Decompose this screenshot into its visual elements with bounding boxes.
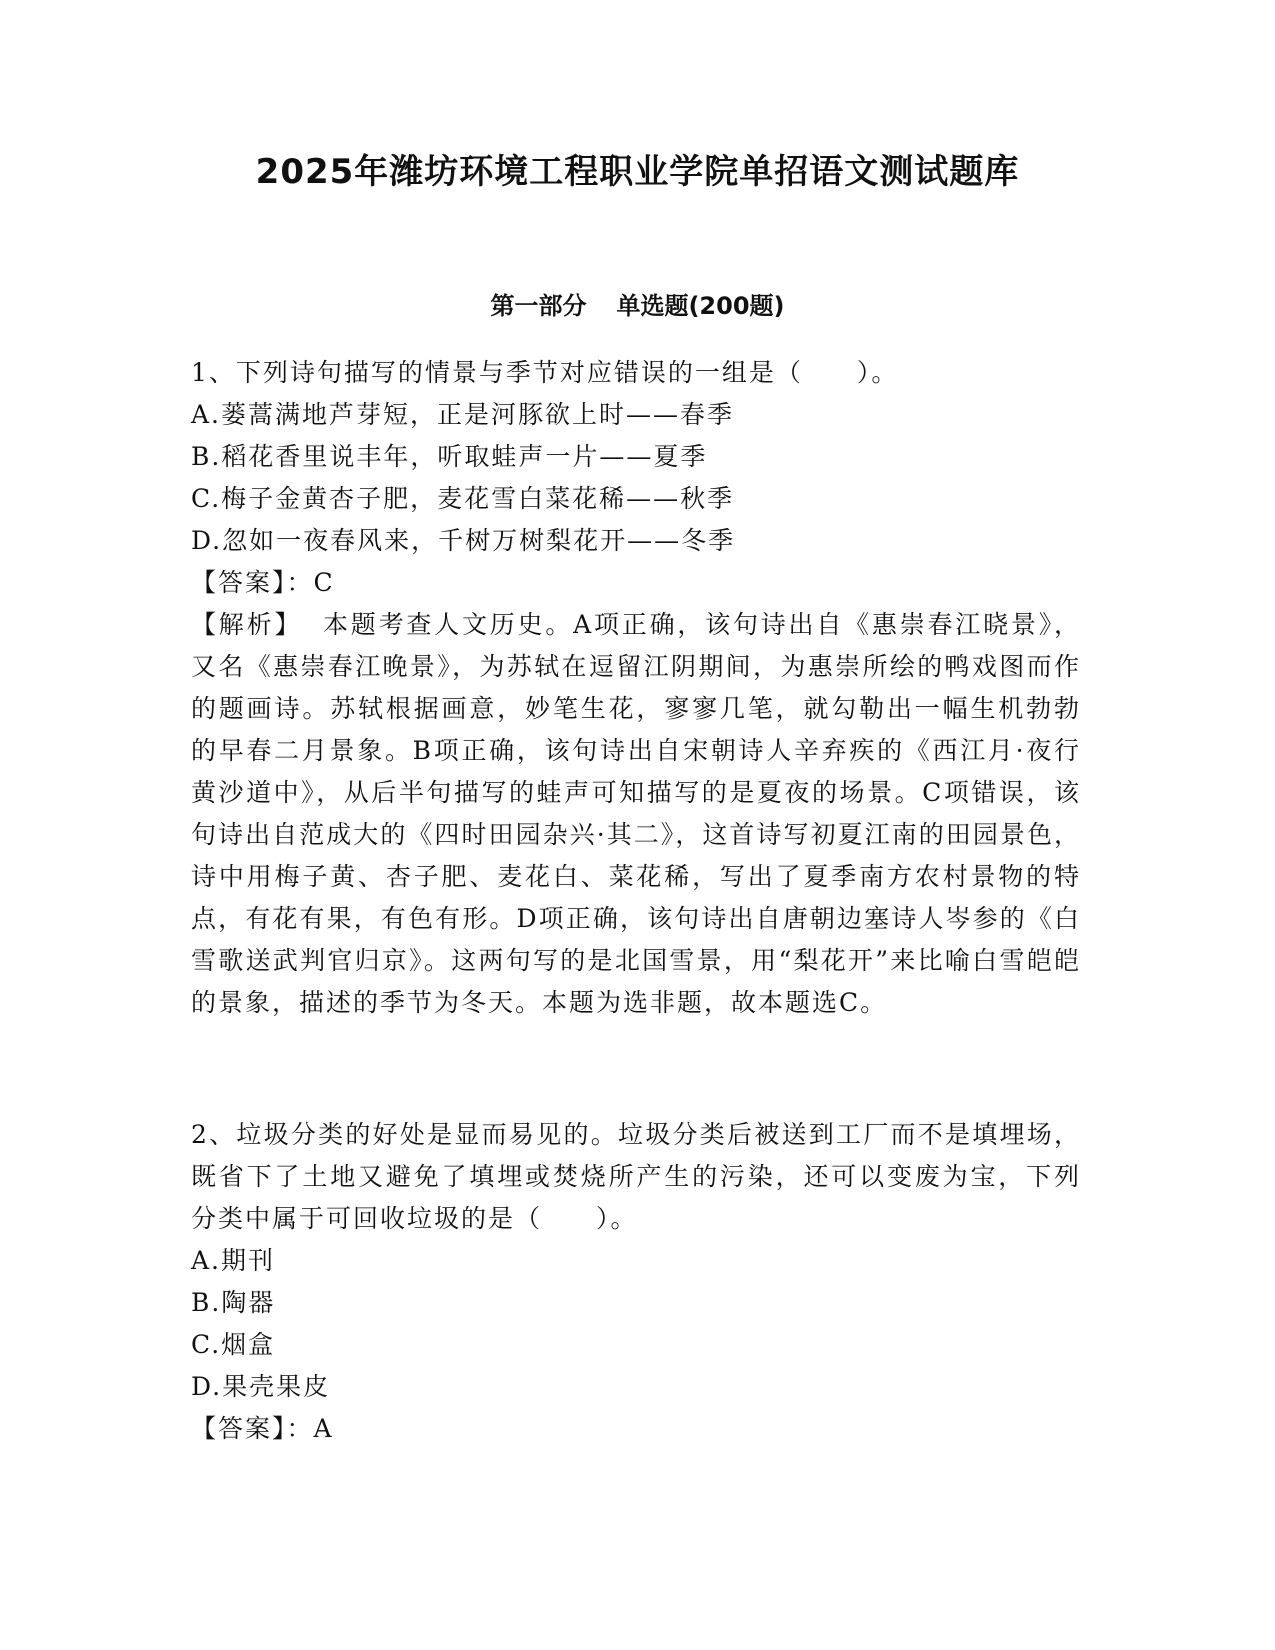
answer-value: A <box>313 1414 334 1443</box>
question-1-option-a: A.蒌蒿满地芦芽短，正是河豚欲上时——春季 <box>191 400 735 429</box>
question-1-option-d: D.忽如一夜春风来，千树万树梨花开——冬季 <box>191 526 736 555</box>
analysis-label: 【解析】 <box>191 610 303 639</box>
question-1-option-b: B.稻花香里说丰年，听取蛙声一片——夏季 <box>191 442 708 471</box>
answer-label: 【答案】： <box>191 568 314 597</box>
analysis-text: 本题考查人文历史。A项正确，该句诗出自《惠崇春江晓景》，又名《惠崇春江晚景》，为苏轼在逗留江阴期间，为惠崇所绘的鸭戏图而作的题画诗。苏轼根据画意，妙笔生花，寥寥几笔，就勾勒出一幅生机勃勃的早春二月景象。B项正确，该句诗出自宋朝诗人辛弃疾的《西江月·夜行黄沙道中》，从后半句描写的蛙声可知描写的是夏夜的场景。C项错误，该句诗出自范成大的《四时田园杂兴·其二》，这首诗写初夏江南的田园景色，诗中用梅子黄、杏子肥、麦花白、菜花稀，写出了夏季南方农村景物的特点，有花有果，有色有形。D项正确，该句诗出自唐朝边塞诗人岑参的《白雪歌送武判官归京》。这两句写的是北国雪景，用“梨花开”来比喻白雪皑皑的景象，描述的季节为冬天。本题为选非题，故本题选C。 <box>191 610 1081 1017</box>
question-1-option-c: C.梅子金黄杏子肥，麦花雪白菜花稀——秋季 <box>191 484 735 513</box>
section-heading <box>0 290 1275 322</box>
question-1-analysis <box>191 604 1081 1024</box>
question-1-answer <box>191 562 1081 604</box>
question-2-option-a: A.期刊 <box>191 1246 276 1275</box>
question-2-stem: 2、垃圾分类的好处是显而易见的。垃圾分类后被送到工厂而不是填埋场，既省下了土地又避免了填埋或焚烧所产生的污染，还可以变废为宝，下列分类中属于可回收垃圾的是（ ）。 <box>191 1120 1081 1233</box>
answer-label: 【答案】： <box>191 1414 314 1443</box>
question-2 <box>191 1114 1081 1450</box>
question-2-option-d: D.果壳果皮 <box>191 1372 331 1401</box>
question-2-option-b: B.陶器 <box>191 1288 276 1317</box>
question-1-stem: 1、下列诗句描写的情景与季节对应错误的一组是（ ）。 <box>191 358 899 387</box>
question-2-answer <box>191 1408 1081 1450</box>
section-part: 第一部分 <box>490 292 587 320</box>
document-title: 2025年潍坊环境工程职业学院单招语文测试题库 <box>255 152 1020 192</box>
question-2-option-c: C.烟盒 <box>191 1330 276 1359</box>
answer-value: C <box>313 568 335 597</box>
section-name: 单选题(200题) <box>616 292 785 320</box>
question-1 <box>191 352 1081 1024</box>
